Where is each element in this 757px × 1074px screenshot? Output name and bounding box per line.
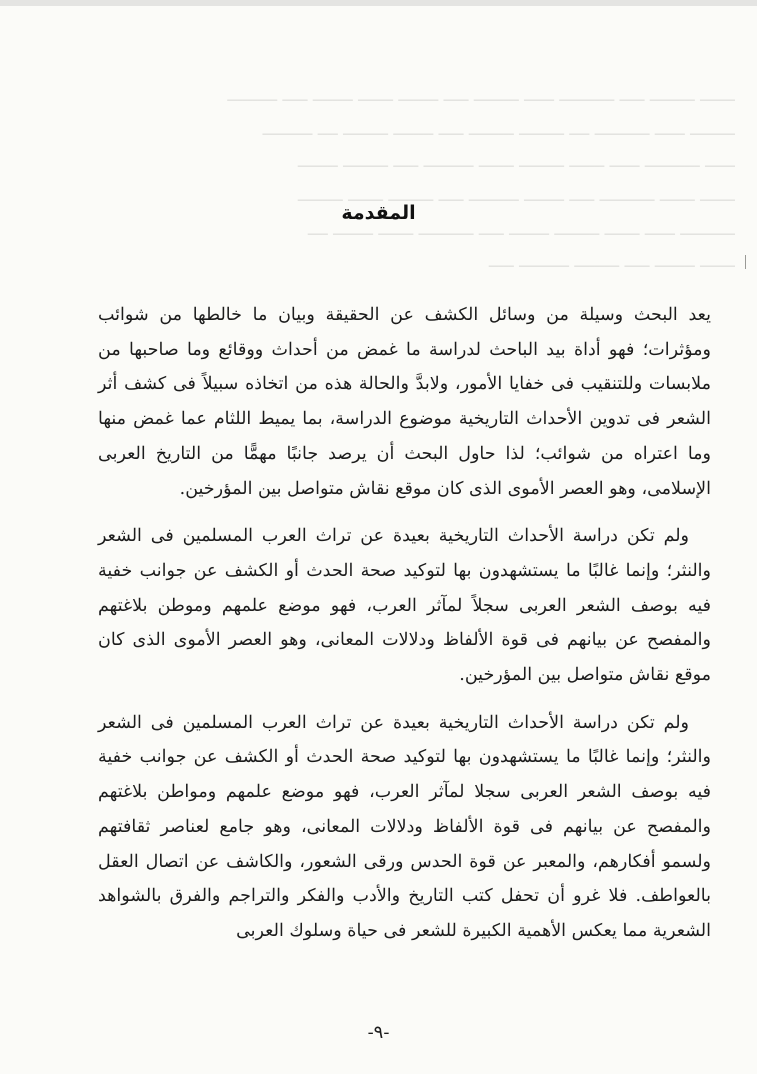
- show-through-line: ـــــــ ـــــــــ ـــــ ـــــــــــ ــــــ ـــــــــ ـــــ ــــــــ ـــــــ ــــــــ ـــــ ــــــــــ: [227, 86, 735, 104]
- show-through-line: ـــــــــ ــــــ ـــــــــــ ــــ ـــــــــ ـــــــــ ـــــ ــــــــ ـــــــــ ــــ ــــــــــ: [262, 120, 735, 138]
- page-top-edge: [0, 0, 757, 6]
- show-through-line: ــــــ ـــــــــــ ــــــ ـــــــ ـــــــــ ـــــــ ــــــــــ ـــــ ـــــــــ ــــــــ: [297, 152, 735, 170]
- paragraph: يعد البحث وسيلة من وسائل الكشف عن الحقيقة وبيان ما خالطها من شوائب ومؤثرات؛ فهو أداة بيد الباحث لدراسة ما غمض من أحداث ووقائع وما صاحبها من ملابسات وللتنقيب فى خفايا الأمور، ولابدَّ والحالة هذه من اتخاذه سبيلاً فى كشف أثر الشعر فى تدوين الأحداث التاريخية موضوع الدراسة، بما يميط اللثام عما غمض منها وما اعتراه من شوائب؛ لذا حاول البحث أن يرصد جانبًا مهمًّا من التاريخ العربى الإسلامى، وهو العصر الأموى الذى كان موقع نقاش متواصل بين المؤرخين.: [98, 305, 711, 499]
- paragraph: ولم تكن دراسة الأحداث التاريخية بعيدة عن تراث العرب المسلمين فى الشعر والنثر؛ وإنما غالبًا ما يستشهدون بها لتوكيد صحة الحدث أو الكشف عن جوانب خفية فيه بوصف الشعر العربى سجلا لمآثر العرب، فهو موضع علمهم ومواطن بلاغتهم والمفصح عن بيانهم فى قوة الألفاظ ودلالات المعانى، وهو جامع لعناصر ثقافتهم ولسمو أفكارهم، والمعبر عن قوة الحدس ورقى الشعور، والكاشف عن اتصال العقل بالعواطف. فلا غرو أن تحفل كتب التاريخ والأدب والفكر والتراجم والفرق بالشواهد الشعرية مما يعكس الأهمية الكبيرة للشعر فى حياة وسلوك العربى: [98, 712, 711, 941]
- paragraph: ولم تكن دراسة الأحداث التاريخية بعيدة عن تراث العرب المسلمين فى الشعر والنثر؛ وإنما غالبًا ما يستشهدون بها لتوكيد صحة الحدث أو الكشف عن جوانب خفية فيه بوصف الشعر العربى سجلاً لمآثر العرب، فهو موضع علمهم وموطن بلاغتهم والمفصح عن بيانهم فى قوة الألفاظ ودلالات المعانى، وهو العصر الأموى الذى كان موقع نقاش متواصل بين المؤرخين.: [98, 526, 711, 686]
- page-number: -٩-: [367, 1022, 390, 1043]
- section-title: المقدمة: [341, 202, 416, 224]
- margin-mark: [745, 255, 746, 269]
- show-through-line: ـــــــــــ ــــــ ـــــــ ـــــــــ ــــــــ ـــــ ـــــــــــ ـــــــ ــــــــ ــــ: [307, 220, 735, 238]
- show-through-line: ـــــــ ــــــــ ـــــ ـــــــــ ــــــــــ ـــــ: [488, 252, 735, 270]
- show-through-line: ـــــــ ـــــــ ـــــــــــ ـــــ ــــــــ ــــــــــ ـــــ ـــــــــ ـــــــ ـــــــــ: [297, 186, 735, 204]
- body-text: [98, 298, 711, 949]
